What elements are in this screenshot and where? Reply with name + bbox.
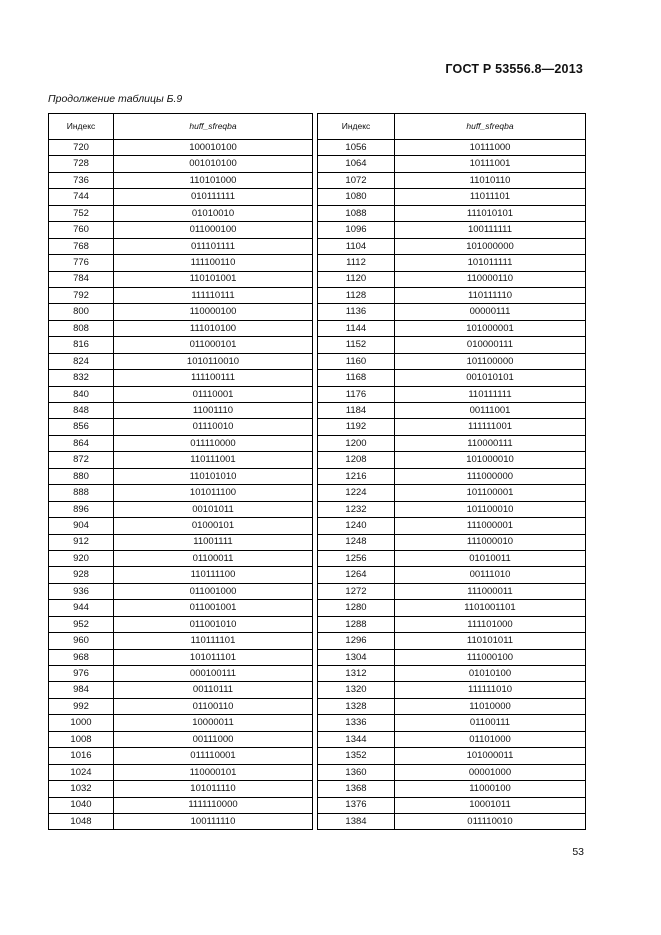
cell-index: 1384 — [318, 813, 395, 829]
table-row — [49, 633, 313, 649]
column-header-code: huff_sfreqba — [114, 114, 313, 140]
table-row — [318, 205, 586, 221]
table-row — [318, 567, 586, 583]
cell-index: 1304 — [318, 649, 395, 665]
cell-index: 1176 — [318, 386, 395, 402]
cell-index: 1096 — [318, 222, 395, 238]
cell-code: 011000101 — [114, 337, 313, 353]
table-row — [49, 205, 313, 221]
cell-code: 101011111 — [395, 255, 586, 271]
cell-code: 011000100 — [114, 222, 313, 238]
table-row — [318, 633, 586, 649]
cell-index: 1280 — [318, 600, 395, 616]
table-row — [49, 287, 313, 303]
cell-code: 111010101 — [395, 205, 586, 221]
table-row — [318, 600, 586, 616]
table-row — [318, 386, 586, 402]
table-row — [318, 616, 586, 632]
table-row — [49, 764, 313, 780]
cell-code: 011110000 — [114, 435, 313, 451]
cell-index: 912 — [49, 534, 114, 550]
table-row — [318, 271, 586, 287]
cell-code: 101100000 — [395, 353, 586, 369]
cell-index: 976 — [49, 666, 114, 682]
cell-index: 808 — [49, 320, 114, 336]
cell-index: 1256 — [318, 550, 395, 566]
table-body-right — [318, 140, 586, 830]
cell-code: 001010101 — [395, 370, 586, 386]
cell-code: 110101000 — [114, 172, 313, 188]
cell-index: 1040 — [49, 797, 114, 813]
cell-code: 101000010 — [395, 452, 586, 468]
cell-index: 1248 — [318, 534, 395, 550]
cell-code: 110111111 — [395, 386, 586, 402]
cell-index: 1120 — [318, 271, 395, 287]
cell-index: 1352 — [318, 748, 395, 764]
cell-code: 001010100 — [114, 156, 313, 172]
table-row — [318, 813, 586, 829]
table-row — [49, 748, 313, 764]
table-row — [318, 485, 586, 501]
table-row — [318, 156, 586, 172]
cell-index: 1112 — [318, 255, 395, 271]
cell-index: 1336 — [318, 715, 395, 731]
cell-index: 1368 — [318, 781, 395, 797]
cell-code: 011110001 — [114, 748, 313, 764]
cell-code: 111110111 — [114, 287, 313, 303]
cell-index: 992 — [49, 698, 114, 714]
cell-code: 11001111 — [114, 534, 313, 550]
table-row — [318, 682, 586, 698]
table-row — [49, 271, 313, 287]
cell-index: 1128 — [318, 287, 395, 303]
cell-index: 1016 — [49, 748, 114, 764]
table-row — [318, 140, 586, 156]
table-row — [318, 501, 586, 517]
cell-index: 960 — [49, 633, 114, 649]
cell-code: 011110010 — [395, 813, 586, 829]
table-row — [49, 435, 313, 451]
cell-index: 1168 — [318, 370, 395, 386]
table-caption: Продолжение таблицы Б.9 — [48, 93, 183, 105]
table-row — [318, 731, 586, 747]
cell-index: 1272 — [318, 583, 395, 599]
cell-index: 832 — [49, 370, 114, 386]
table-row — [49, 781, 313, 797]
cell-index: 776 — [49, 255, 114, 271]
cell-code: 00110111 — [114, 682, 313, 698]
cell-code: 010000111 — [395, 337, 586, 353]
cell-code: 110111001 — [114, 452, 313, 468]
cell-index: 1192 — [318, 419, 395, 435]
cell-code: 110101001 — [114, 271, 313, 287]
table-row — [318, 255, 586, 271]
table-row — [49, 666, 313, 682]
cell-code: 110111100 — [114, 567, 313, 583]
cell-index: 1144 — [318, 320, 395, 336]
table-row — [49, 501, 313, 517]
cell-code: 00001000 — [395, 764, 586, 780]
table-row — [49, 156, 313, 172]
table-row — [318, 452, 586, 468]
cell-index: 1184 — [318, 403, 395, 419]
cell-index: 1064 — [318, 156, 395, 172]
cell-index: 1264 — [318, 567, 395, 583]
cell-code: 10001011 — [395, 797, 586, 813]
cell-index: 856 — [49, 419, 114, 435]
table-row — [49, 172, 313, 188]
cell-index: 784 — [49, 271, 114, 287]
cell-index: 888 — [49, 485, 114, 501]
table-row — [318, 172, 586, 188]
table-row — [318, 583, 586, 599]
table-row — [318, 797, 586, 813]
cell-code: 111100111 — [114, 370, 313, 386]
table-row — [49, 698, 313, 714]
table-row — [318, 353, 586, 369]
cell-code: 100111110 — [114, 813, 313, 829]
cell-code: 111000011 — [395, 583, 586, 599]
cell-code: 01100111 — [395, 715, 586, 731]
table-header-row — [318, 114, 586, 140]
cell-index: 1104 — [318, 238, 395, 254]
cell-index: 1160 — [318, 353, 395, 369]
cell-code: 01010011 — [395, 550, 586, 566]
cell-index: 792 — [49, 287, 114, 303]
cell-index: 1008 — [49, 731, 114, 747]
table-header-row — [49, 114, 313, 140]
table-row — [49, 649, 313, 665]
table-row — [49, 238, 313, 254]
column-header-code: huff_sfreqba — [395, 114, 586, 140]
table-row — [318, 435, 586, 451]
cell-index: 800 — [49, 304, 114, 320]
table-row — [49, 370, 313, 386]
table-row — [49, 468, 313, 484]
cell-index: 904 — [49, 518, 114, 534]
cell-index: 1048 — [49, 813, 114, 829]
cell-index: 928 — [49, 567, 114, 583]
table-row — [318, 764, 586, 780]
cell-code: 110101011 — [395, 633, 586, 649]
table-row — [49, 550, 313, 566]
cell-code: 1101001101 — [395, 600, 586, 616]
cell-index: 1080 — [318, 189, 395, 205]
table-row — [49, 337, 313, 353]
cell-code: 101011101 — [114, 649, 313, 665]
cell-index: 1208 — [318, 452, 395, 468]
cell-index: 1320 — [318, 682, 395, 698]
cell-index: 1032 — [49, 781, 114, 797]
cell-code: 111010100 — [114, 320, 313, 336]
cell-code: 01010010 — [114, 205, 313, 221]
table-row — [49, 715, 313, 731]
table-row — [49, 485, 313, 501]
cell-index: 1328 — [318, 698, 395, 714]
cell-index: 736 — [49, 172, 114, 188]
cell-index: 1376 — [318, 797, 395, 813]
table-row — [49, 534, 313, 550]
cell-code: 00111010 — [395, 567, 586, 583]
cell-code: 110000101 — [114, 764, 313, 780]
cell-index: 744 — [49, 189, 114, 205]
cell-code: 101011100 — [114, 485, 313, 501]
cell-index: 936 — [49, 583, 114, 599]
cell-code: 010111111 — [114, 189, 313, 205]
cell-code: 110111110 — [395, 287, 586, 303]
cell-code: 100010100 — [114, 140, 313, 156]
table-row — [318, 189, 586, 205]
cell-code: 111000100 — [395, 649, 586, 665]
table-row — [49, 419, 313, 435]
table-row — [318, 518, 586, 534]
cell-code: 101000011 — [395, 748, 586, 764]
cell-code: 111000000 — [395, 468, 586, 484]
cell-code: 011001001 — [114, 600, 313, 616]
table-row — [49, 452, 313, 468]
table-row — [318, 649, 586, 665]
cell-index: 1312 — [318, 666, 395, 682]
cell-code: 101011110 — [114, 781, 313, 797]
cell-code: 110000110 — [395, 271, 586, 287]
cell-code: 11010000 — [395, 698, 586, 714]
cell-index: 1232 — [318, 501, 395, 517]
cell-code: 01100011 — [114, 550, 313, 566]
cell-code: 01101000 — [395, 731, 586, 747]
cell-index: 896 — [49, 501, 114, 517]
table-row — [49, 567, 313, 583]
cell-code: 1010110010 — [114, 353, 313, 369]
cell-index: 1024 — [49, 764, 114, 780]
cell-code: 111000010 — [395, 534, 586, 550]
table-row — [49, 222, 313, 238]
table-row — [49, 600, 313, 616]
table-row — [49, 731, 313, 747]
cell-index: 840 — [49, 386, 114, 402]
cell-code: 111000001 — [395, 518, 586, 534]
table-row — [318, 534, 586, 550]
cell-code: 01110001 — [114, 386, 313, 402]
cell-code: 01010100 — [395, 666, 586, 682]
table-row — [318, 550, 586, 566]
column-header-index: Индекс — [49, 114, 114, 140]
cell-index: 952 — [49, 616, 114, 632]
table-row — [318, 468, 586, 484]
cell-code: 00111001 — [395, 403, 586, 419]
cell-index: 1000 — [49, 715, 114, 731]
cell-index: 824 — [49, 353, 114, 369]
cell-index: 728 — [49, 156, 114, 172]
table-row — [49, 189, 313, 205]
table-row — [318, 370, 586, 386]
cell-code: 01110010 — [114, 419, 313, 435]
cell-index: 1200 — [318, 435, 395, 451]
table-row — [49, 304, 313, 320]
cell-code: 10000011 — [114, 715, 313, 731]
cell-index: 864 — [49, 435, 114, 451]
cell-index: 1056 — [318, 140, 395, 156]
table-body-left — [49, 140, 313, 830]
table-row — [49, 616, 313, 632]
table-row — [318, 666, 586, 682]
table-row — [318, 403, 586, 419]
cell-index: 1288 — [318, 616, 395, 632]
cell-code: 111101000 — [395, 616, 586, 632]
cell-index: 944 — [49, 600, 114, 616]
cell-index: 848 — [49, 403, 114, 419]
cell-code: 10111000 — [395, 140, 586, 156]
cell-code: 11010110 — [395, 172, 586, 188]
table-row — [318, 238, 586, 254]
cell-code: 110111101 — [114, 633, 313, 649]
page-number: 53 — [572, 846, 584, 858]
column-header-index: Индекс — [318, 114, 395, 140]
cell-code: 00111000 — [114, 731, 313, 747]
cell-index: 1072 — [318, 172, 395, 188]
cell-index: 872 — [49, 452, 114, 468]
cell-index: 1136 — [318, 304, 395, 320]
cell-index: 1152 — [318, 337, 395, 353]
cell-index: 1224 — [318, 485, 395, 501]
cell-code: 101100010 — [395, 501, 586, 517]
table-row — [49, 797, 313, 813]
cell-code: 110000111 — [395, 435, 586, 451]
table-row — [318, 304, 586, 320]
cell-code: 101000001 — [395, 320, 586, 336]
table-row — [49, 140, 313, 156]
cell-index: 768 — [49, 238, 114, 254]
cell-index: 920 — [49, 550, 114, 566]
cell-code: 110000100 — [114, 304, 313, 320]
cell-code: 01000101 — [114, 518, 313, 534]
table-row — [318, 287, 586, 303]
cell-code: 101000000 — [395, 238, 586, 254]
cell-code: 110101010 — [114, 468, 313, 484]
cell-index: 760 — [49, 222, 114, 238]
table-left-half — [48, 113, 313, 830]
cell-index: 1240 — [318, 518, 395, 534]
cell-code: 111111001 — [395, 419, 586, 435]
cell-index: 720 — [49, 140, 114, 156]
cell-code: 011001000 — [114, 583, 313, 599]
table-row — [49, 403, 313, 419]
cell-code: 1111110000 — [114, 797, 313, 813]
cell-index: 968 — [49, 649, 114, 665]
cell-code: 111111010 — [395, 682, 586, 698]
cell-code: 00000111 — [395, 304, 586, 320]
table-row — [318, 419, 586, 435]
cell-code: 011001010 — [114, 616, 313, 632]
cell-code: 01100110 — [114, 698, 313, 714]
cell-index: 984 — [49, 682, 114, 698]
table-row — [49, 320, 313, 336]
table-row — [49, 518, 313, 534]
cell-index: 1344 — [318, 731, 395, 747]
cell-code: 101100001 — [395, 485, 586, 501]
cell-index: 1216 — [318, 468, 395, 484]
table-row — [49, 583, 313, 599]
table-row — [49, 255, 313, 271]
table-row — [49, 353, 313, 369]
cell-index: 816 — [49, 337, 114, 353]
cell-index: 1088 — [318, 205, 395, 221]
cell-index: 880 — [49, 468, 114, 484]
table-row — [318, 781, 586, 797]
cell-code: 00101011 — [114, 501, 313, 517]
cell-code: 100111111 — [395, 222, 586, 238]
table-row — [49, 682, 313, 698]
table-container — [48, 113, 585, 829]
table-row — [318, 222, 586, 238]
cell-code: 111100110 — [114, 255, 313, 271]
table-row — [318, 320, 586, 336]
cell-code: 11000100 — [395, 781, 586, 797]
cell-index: 1360 — [318, 764, 395, 780]
table-row — [318, 337, 586, 353]
cell-index: 1296 — [318, 633, 395, 649]
cell-code: 000100111 — [114, 666, 313, 682]
table-row — [49, 386, 313, 402]
table-row — [49, 813, 313, 829]
cell-code: 10111001 — [395, 156, 586, 172]
table-right-half — [317, 113, 586, 830]
cell-code: 11001110 — [114, 403, 313, 419]
cell-code: 11011101 — [395, 189, 586, 205]
document-standard-number: ГОСТ Р 53556.8—2013 — [445, 62, 583, 76]
table-row — [318, 715, 586, 731]
cell-code: 011101111 — [114, 238, 313, 254]
cell-index: 752 — [49, 205, 114, 221]
table-row — [318, 698, 586, 714]
table-row — [318, 748, 586, 764]
